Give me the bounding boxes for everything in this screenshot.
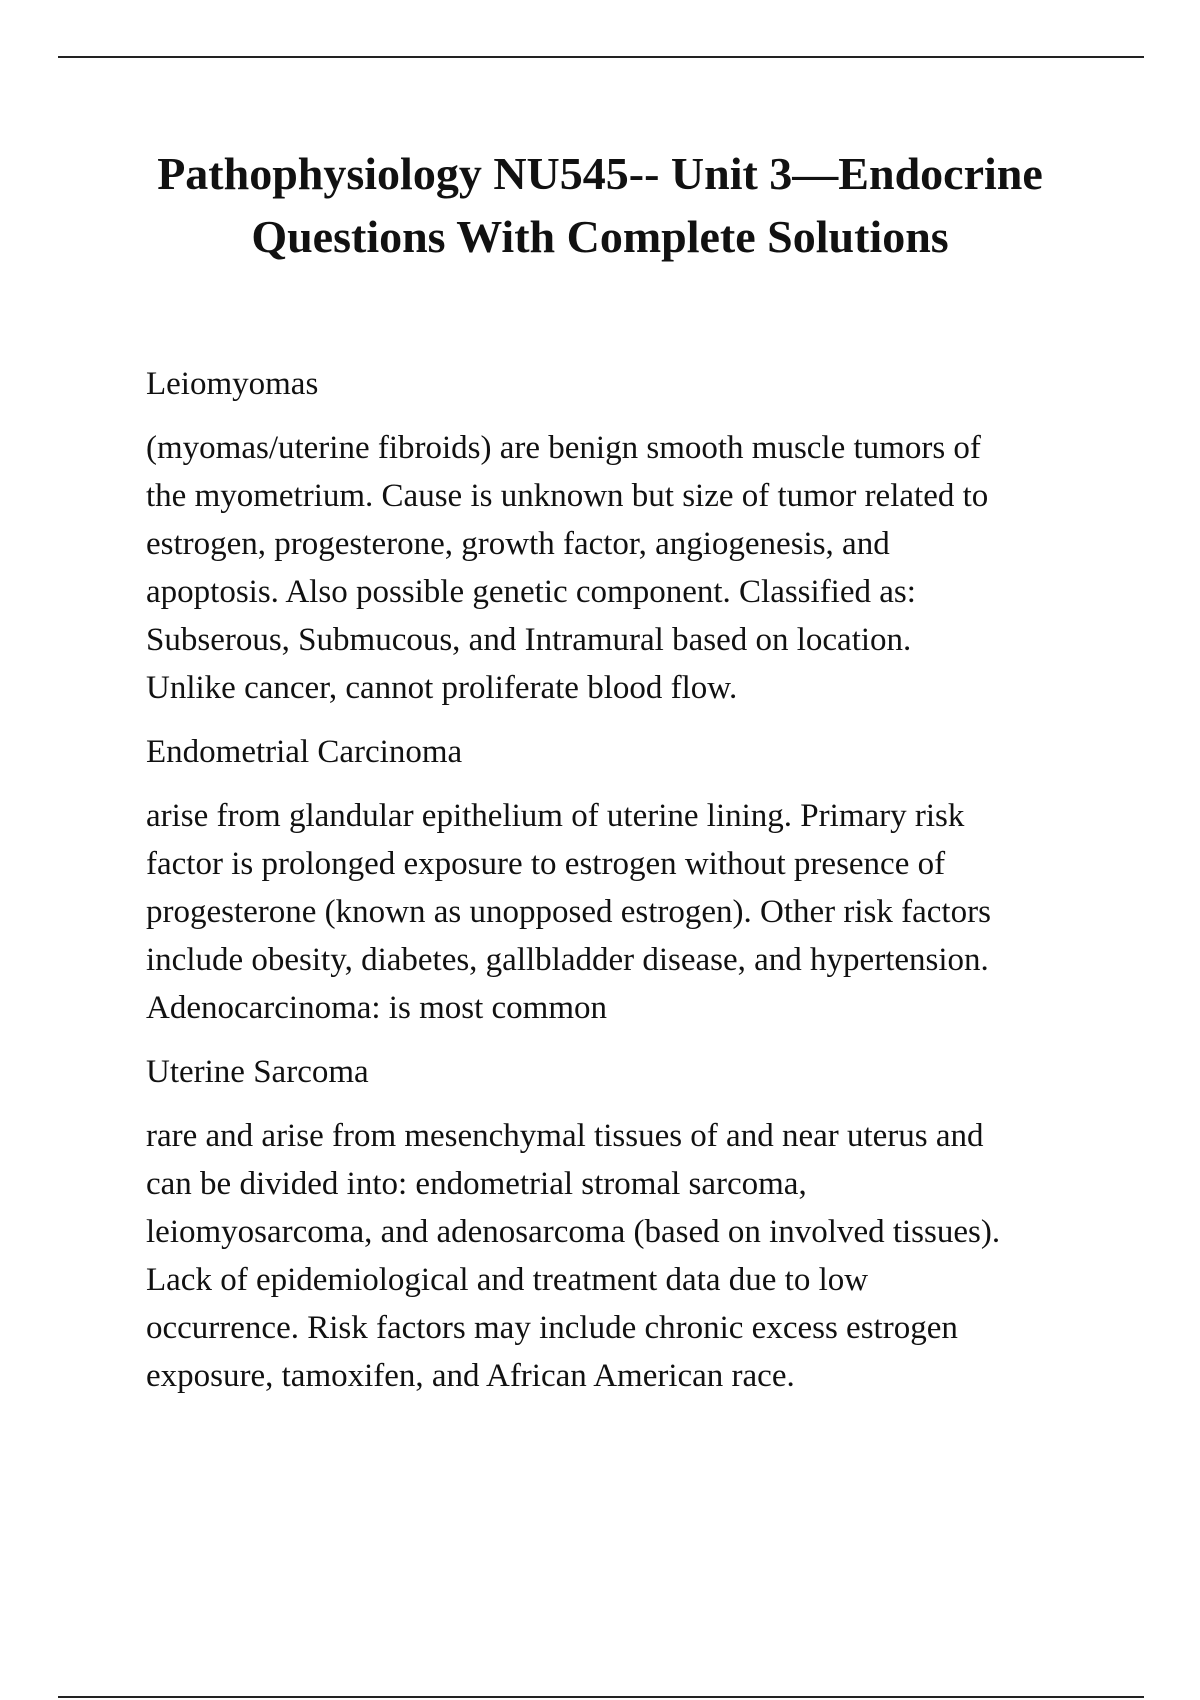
document-body <box>146 360 1106 1416</box>
entry-term: Endometrial Carcinoma <box>146 734 463 770</box>
entry-uterine-sarcoma <box>146 1048 1106 1400</box>
entry-leiomyomas <box>146 360 1106 712</box>
definition-line: occurrence. Risk factors may include chronic excess estrogen <box>146 1310 958 1346</box>
entry-definition <box>146 424 1106 712</box>
definition-line: Lack of epidemiological and treatment data due to low <box>146 1262 869 1298</box>
entry-term: Leiomyomas <box>146 366 319 402</box>
definition-line: Unlike cancer, cannot proliferate blood flow. <box>146 670 738 706</box>
entry-term: Uterine Sarcoma <box>146 1054 369 1090</box>
definition-line: factor is prolonged exposure to estrogen without presence of <box>146 846 946 882</box>
definition-line: (myomas/uterine fibroids) are benign smooth muscle tumors of <box>146 430 981 466</box>
definition-line: rare and arise from mesenchymal tissues of and near uterus and <box>146 1118 984 1154</box>
definition-line: Adenocarcinoma: is most common <box>146 990 607 1026</box>
definition-line: can be divided into: endometrial stromal sarcoma, <box>146 1166 807 1202</box>
definition-line: leiomyosarcoma, and adenosarcoma (based on involved tissues). <box>146 1214 1001 1250</box>
entry-definition <box>146 792 1106 1032</box>
definition-line: apoptosis. Also possible genetic component. Classified as: <box>146 574 916 610</box>
title-line-1: Pathophysiology NU545-- Unit 3—Endocrine <box>157 148 1043 199</box>
definition-line: Subserous, Submucous, and Intramural based on location. <box>146 622 912 658</box>
definition-line: estrogen, progesterone, growth factor, angiogenesis, and <box>146 526 890 562</box>
definition-line: include obesity, diabetes, gallbladder disease, and hypertension. <box>146 942 989 978</box>
definition-line: arise from glandular epithelium of uterine lining. Primary risk <box>146 798 965 834</box>
definition-line: progesterone (known as unopposed estrogen). Other risk factors <box>146 894 991 930</box>
definition-line: the myometrium. Cause is unknown but size of tumor related to <box>146 478 989 514</box>
header-rule <box>58 56 1144 58</box>
definition-line: exposure, tamoxifen, and African American race. <box>146 1358 795 1394</box>
entry-definition <box>146 1112 1106 1400</box>
title-line-2: Questions With Complete Solutions <box>251 211 949 262</box>
footer-rule <box>58 1696 1144 1698</box>
entry-endometrial-carcinoma <box>146 728 1106 1032</box>
page-title <box>100 142 1100 268</box>
